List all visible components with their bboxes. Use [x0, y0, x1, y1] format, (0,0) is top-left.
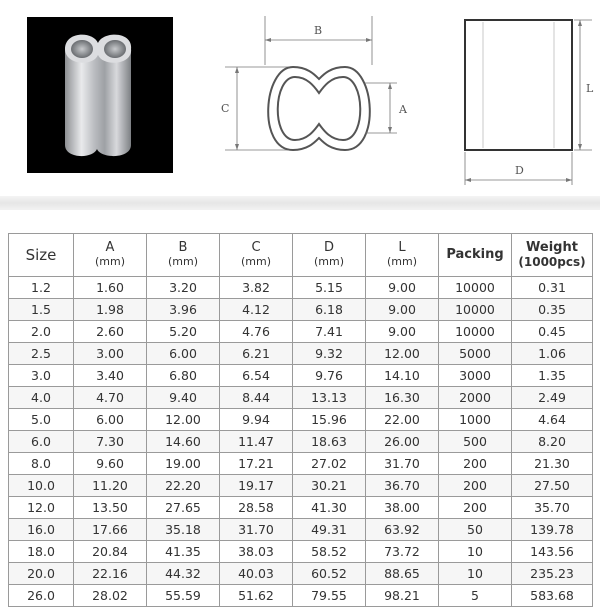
table-cell: 35.18: [147, 519, 220, 541]
table-cell: 3.00: [74, 343, 147, 365]
table-cell: 9.76: [293, 365, 366, 387]
table-cell: 7.30: [74, 431, 147, 453]
table-cell: 6.80: [147, 365, 220, 387]
table-cell: 26.00: [366, 431, 439, 453]
table-cell: 6.18: [293, 299, 366, 321]
table-cell: 3.96: [147, 299, 220, 321]
table-cell: 6.0: [9, 431, 74, 453]
table-cell: 5: [439, 585, 512, 607]
table-cell: 8.44: [220, 387, 293, 409]
table-cell: 22.20: [147, 475, 220, 497]
dimension-label-l: L: [586, 82, 594, 95]
table-cell: 58.52: [293, 541, 366, 563]
table-cell: 41.35: [147, 541, 220, 563]
table-cell: 19.00: [147, 453, 220, 475]
table-cell: 15.96: [293, 409, 366, 431]
table-header-row: [9, 234, 593, 277]
table-cell: 55.59: [147, 585, 220, 607]
table-cell: 20.84: [74, 541, 147, 563]
table-cell: 31.70: [220, 519, 293, 541]
table-cell: 11.47: [220, 431, 293, 453]
table-cell: 1000: [439, 409, 512, 431]
table-cell: 12.0: [9, 497, 74, 519]
table-cell: 88.65: [366, 563, 439, 585]
table-cell: 28.02: [74, 585, 147, 607]
table-cell: 1.2: [9, 277, 74, 299]
section-divider: [0, 196, 600, 210]
table-cell: 2.0: [9, 321, 74, 343]
table-cell: 21.30: [512, 453, 593, 475]
table-cell: 40.03: [220, 563, 293, 585]
table-row: [9, 321, 593, 343]
table-cell: 0.31: [512, 277, 593, 299]
table-cell: 9.00: [366, 321, 439, 343]
table-cell: 10.0: [9, 475, 74, 497]
table-cell: 9.40: [147, 387, 220, 409]
table-cell: 19.17: [220, 475, 293, 497]
table-row: [9, 277, 593, 299]
table-cell: 143.56: [512, 541, 593, 563]
table-cell: 0.35: [512, 299, 593, 321]
table-cell: 12.00: [147, 409, 220, 431]
table-cell: 14.10: [366, 365, 439, 387]
table-cell: 3.82: [220, 277, 293, 299]
table-cell: 1.5: [9, 299, 74, 321]
product-photo: [27, 17, 173, 173]
table-cell: 13.50: [74, 497, 147, 519]
table-cell: 22.16: [74, 563, 147, 585]
dimension-label-d: D: [515, 164, 524, 177]
table-cell: 5.20: [147, 321, 220, 343]
table-cell: 27.02: [293, 453, 366, 475]
table-cell: 4.64: [512, 409, 593, 431]
table-cell: 17.66: [74, 519, 147, 541]
table-cell: 9.94: [220, 409, 293, 431]
table-cell: 200: [439, 453, 512, 475]
header-packing: Packing: [439, 234, 512, 277]
dimension-label-b: B: [314, 24, 323, 37]
dimension-label-a: A: [399, 103, 407, 116]
table-cell: 10000: [439, 277, 512, 299]
table-cell: 63.92: [366, 519, 439, 541]
table-cell: 12.00: [366, 343, 439, 365]
table-row: [9, 475, 593, 497]
table-cell: 11.20: [74, 475, 147, 497]
table-cell: 0.45: [512, 321, 593, 343]
table-cell: 20.0: [9, 563, 74, 585]
table-cell: 500: [439, 431, 512, 453]
header-d: D (mm): [293, 234, 366, 277]
table-cell: 6.21: [220, 343, 293, 365]
table-cell: 16.0: [9, 519, 74, 541]
table-cell: 5.15: [293, 277, 366, 299]
table-cell: 6.00: [147, 343, 220, 365]
dimension-label-c: C: [221, 102, 230, 115]
table-cell: 10: [439, 563, 512, 585]
table-cell: 2.49: [512, 387, 593, 409]
table-row: [9, 431, 593, 453]
table-cell: 38.03: [220, 541, 293, 563]
table-cell: 6.54: [220, 365, 293, 387]
table-cell: 30.21: [293, 475, 366, 497]
table-row: [9, 453, 593, 475]
table-cell: 9.00: [366, 299, 439, 321]
table-cell: 583.68: [512, 585, 593, 607]
table-cell: 35.70: [512, 497, 593, 519]
table-row: [9, 497, 593, 519]
table-row: [9, 563, 593, 585]
table-row: [9, 409, 593, 431]
table-cell: 73.72: [366, 541, 439, 563]
table-cell: 9.00: [366, 277, 439, 299]
table-row: [9, 387, 593, 409]
table-cell: 26.0: [9, 585, 74, 607]
table-cell: 4.76: [220, 321, 293, 343]
table-row: [9, 585, 593, 607]
table-cell: 10000: [439, 299, 512, 321]
table-cell: 1.35: [512, 365, 593, 387]
table-cell: 3.0: [9, 365, 74, 387]
table-cell: 3000: [439, 365, 512, 387]
table-row: [9, 519, 593, 541]
header-size: Size: [9, 234, 74, 277]
table-cell: 18.63: [293, 431, 366, 453]
table-cell: 8.20: [512, 431, 593, 453]
table-cell: 235.23: [512, 563, 593, 585]
table-cell: 51.62: [220, 585, 293, 607]
table-cell: 28.58: [220, 497, 293, 519]
table-cell: 7.41: [293, 321, 366, 343]
table-cell: 1.60: [74, 277, 147, 299]
table-cell: 3.20: [147, 277, 220, 299]
table-row: [9, 365, 593, 387]
table-cell: 200: [439, 475, 512, 497]
table-cell: 27.50: [512, 475, 593, 497]
table-row: [9, 299, 593, 321]
header-a: A (mm): [74, 234, 147, 277]
table-cell: 60.52: [293, 563, 366, 585]
table-cell: 14.60: [147, 431, 220, 453]
table-cell: 16.30: [366, 387, 439, 409]
table-cell: 10000: [439, 321, 512, 343]
table-cell: 4.0: [9, 387, 74, 409]
table-cell: 200: [439, 497, 512, 519]
table-cell: 8.0: [9, 453, 74, 475]
table-cell: 31.70: [366, 453, 439, 475]
table-cell: 50: [439, 519, 512, 541]
table-cell: 18.0: [9, 541, 74, 563]
table-cell: 2.60: [74, 321, 147, 343]
table-cell: 2.5: [9, 343, 74, 365]
front-view-diagram: [215, 0, 415, 200]
table-cell: 98.21: [366, 585, 439, 607]
table-row: [9, 541, 593, 563]
header-l: L (mm): [366, 234, 439, 277]
table-cell: 44.32: [147, 563, 220, 585]
table-cell: 10: [439, 541, 512, 563]
table-cell: 1.06: [512, 343, 593, 365]
table-cell: 17.21: [220, 453, 293, 475]
table-cell: 49.31: [293, 519, 366, 541]
table-cell: 9.32: [293, 343, 366, 365]
table-cell: 38.00: [366, 497, 439, 519]
header-b: B (mm): [147, 234, 220, 277]
header-c: C (mm): [220, 234, 293, 277]
table-cell: 3.40: [74, 365, 147, 387]
table-cell: 4.70: [74, 387, 147, 409]
table-cell: 41.30: [293, 497, 366, 519]
table-row: [9, 343, 593, 365]
table-cell: 5.0: [9, 409, 74, 431]
table-cell: 4.12: [220, 299, 293, 321]
table-cell: 22.00: [366, 409, 439, 431]
side-view-diagram: [440, 0, 600, 200]
table-cell: 36.70: [366, 475, 439, 497]
table-cell: 13.13: [293, 387, 366, 409]
header-weight: Weight (1000pcs): [512, 234, 593, 277]
table-cell: 79.55: [293, 585, 366, 607]
table-cell: 2000: [439, 387, 512, 409]
table-cell: 5000: [439, 343, 512, 365]
table-cell: 27.65: [147, 497, 220, 519]
table-cell: 1.98: [74, 299, 147, 321]
table-cell: 9.60: [74, 453, 147, 475]
table-cell: 6.00: [74, 409, 147, 431]
specification-table: [8, 233, 593, 607]
table-cell: 139.78: [512, 519, 593, 541]
